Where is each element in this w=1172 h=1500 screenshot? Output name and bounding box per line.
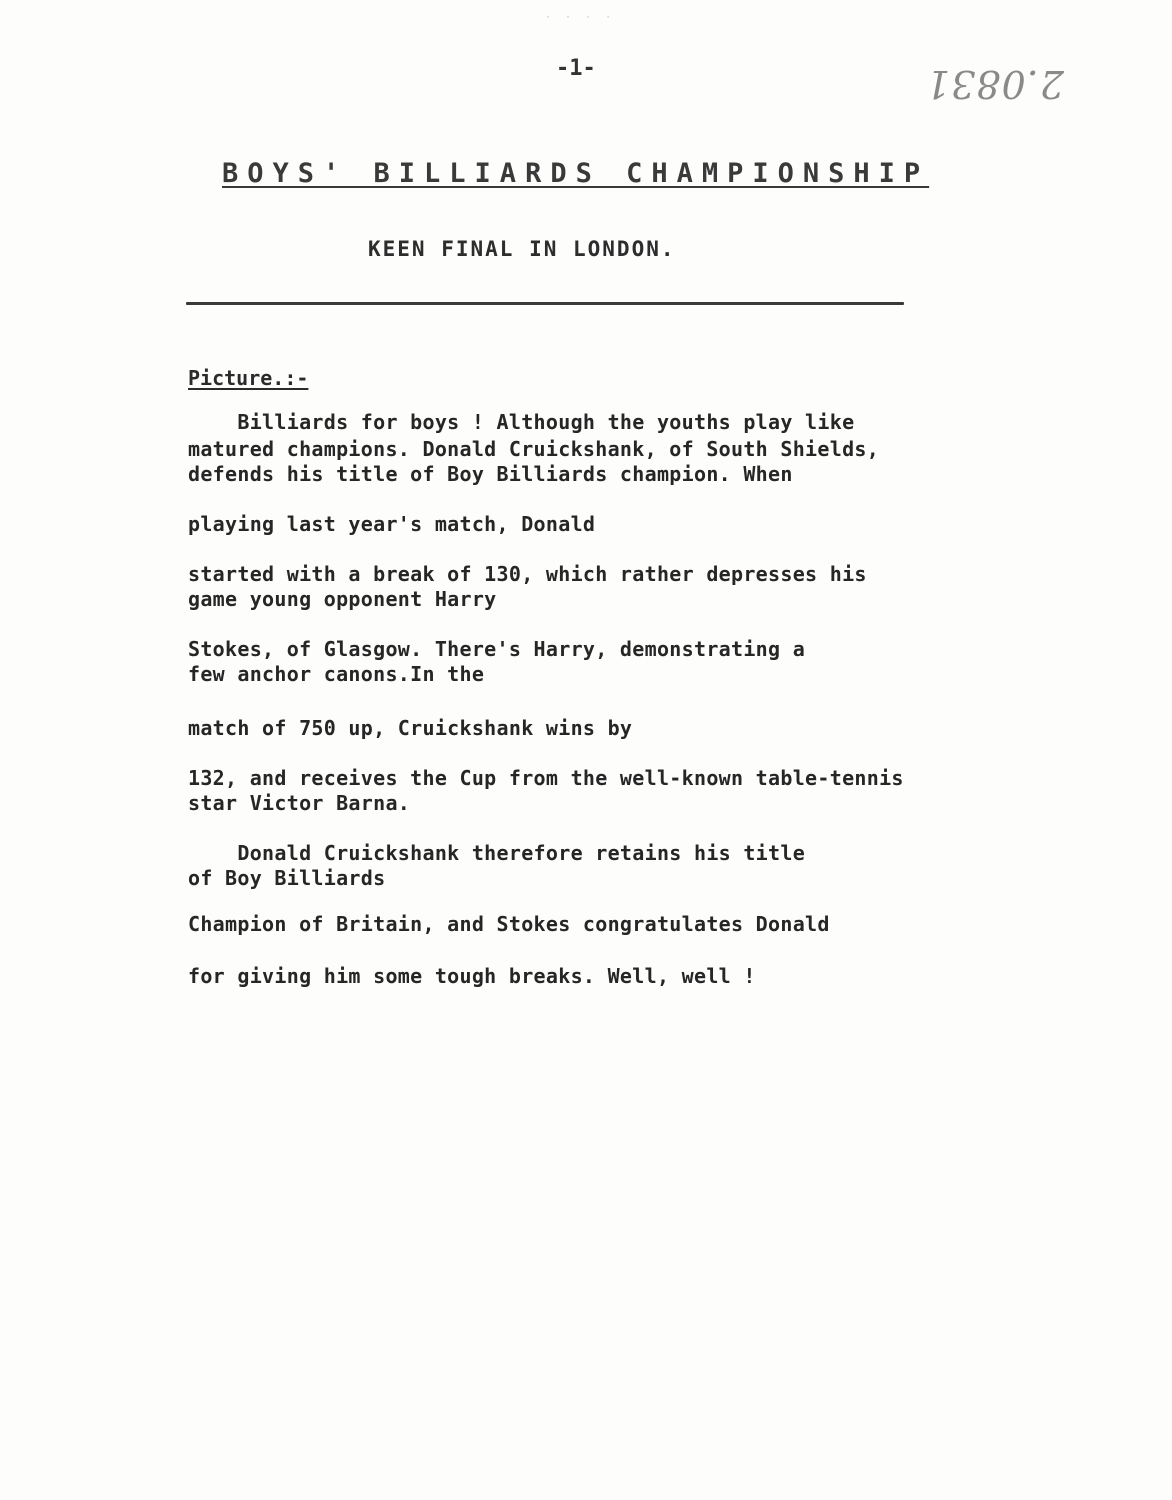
page-number: -1- [556,56,596,81]
body-line: game young opponent Harry [188,587,497,611]
body-line: playing last year's match, Donald [188,512,596,536]
body-line: Donald Cruickshank therefore retains his title [188,841,806,865]
body-line: for giving him some tough breaks. Well, well ! [188,964,756,988]
headline: BOYS' BILLIARDS CHAMPIONSHIP [222,158,930,189]
body-line: 132, and receives the Cup from the well-known table-tennis [188,766,904,790]
horizontal-rule [186,302,904,305]
body-line: Champion of Britain, and Stokes congratulates Donald [188,912,830,936]
body-line: defends his title of Boy Billiards champion. When [188,462,793,486]
body-line: Billiards for boys ! Although the youths play like [188,410,855,434]
body-line: matured champions. Donald Cruickshank, of South Shields, [188,437,880,461]
smudge-marks: · · · · [545,12,616,23]
body-line: star Victor Barna. [188,791,411,815]
body-line: Stokes, of Glasgow. There's Harry, demonstrating a [188,637,806,661]
section-label: Picture.:- [188,366,309,390]
body-line: match of 750 up, Cruickshank wins by [188,716,633,740]
body-line: few anchor canons.In the [188,662,485,686]
body-line: started with a break of 130, which rather depresses his [188,562,867,586]
body-line: of Boy Billiards [188,866,386,890]
handwritten-reference-number: 2.0831 [925,62,1064,106]
subheading: KEEN FINAL IN LONDON. [368,237,676,261]
